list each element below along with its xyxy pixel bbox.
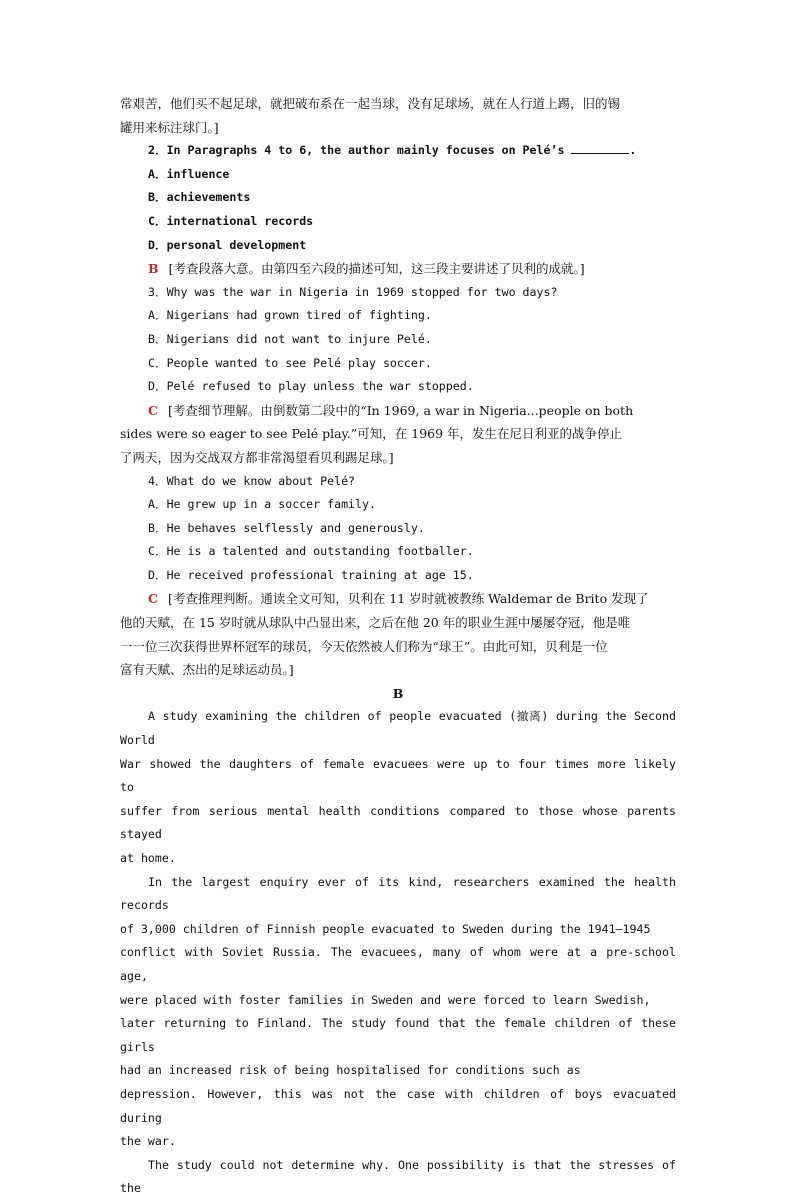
- q3-answer: C: [148, 402, 158, 418]
- para2-line-8: the war.: [120, 1134, 176, 1149]
- answer-blank: [571, 141, 629, 154]
- section-heading: B: [392, 685, 404, 701]
- question-2-text: 2．In Paragraphs 4 to 6, the author mainly focuses on Pelé’s: [148, 143, 572, 158]
- para2-line-7: depression. However, this was not the case with children of boys evacuated during: [120, 1086, 676, 1125]
- question-3-stem: 3．Why was the war in Nigeria in 1969 stopped for two days?: [148, 284, 558, 299]
- question-2-end: .: [629, 143, 637, 158]
- document-page: [120, 92, 676, 1201]
- q4-explanation-3: 一一位三次获得世界杯冠军的球员，今天依然被人们称为“球王”。由此可知，贝利是一位: [120, 638, 608, 654]
- q3-explanation-text-1: [考查细节理解。由倒数第二段中的“In 1969, a war in Nigeria...people on both: [167, 402, 634, 418]
- q4-explanation-text-1: [考查推理判断。通读全文可知，贝利在 11 岁时就被教练 Waldemar de Brito 发现了: [167, 591, 649, 607]
- q3-option-a: A．Nigerians had grown tired of fighting.: [148, 308, 432, 323]
- q3-explanation-1: [120, 399, 676, 423]
- question-2-stem: [120, 139, 676, 163]
- q3-option-d: D．Pelé refused to play unless the war stopped.: [148, 379, 474, 394]
- q4-explanation-1: [120, 587, 676, 611]
- para1-line-1: A study examining the children of people evacuated (撤离) during the Second World: [120, 709, 676, 748]
- q3-explanation-3: 了两天，因为交战双方都非常渴望看贝利踢足球。]: [120, 449, 394, 465]
- para2-line-6: had an increased risk of being hospitalised for conditions such as: [120, 1063, 581, 1078]
- para2-line-4: were placed with foster families in Sweden and were forced to learn Swedish,: [120, 992, 651, 1007]
- para1-line-4: at home.: [120, 851, 176, 865]
- question-4-stem: 4．What do we know about Pelé?: [148, 473, 356, 488]
- intro-line-1: 常艰苦，他们买不起足球，就把破布系在一起当球，没有足球场，就在人行道上踢，旧的锡: [120, 96, 621, 111]
- para2-line-5: later returning to Finland. The study found that the female children of these girls: [120, 1016, 676, 1054]
- intro-line-2: 罐用来标注球门。]: [120, 119, 219, 135]
- q4-explanation-2: 他的天赋，在 15 岁时就从球队中凸显出来，之后在他 20 年的职业生涯中屡屡夺冠，他是唯: [120, 615, 631, 631]
- q4-answer: C: [148, 591, 158, 607]
- q4-option-a: A．He grew up in a soccer family.: [148, 497, 376, 512]
- q2-answer: B: [148, 261, 159, 277]
- para1-line-3: suffer from serious mental health conditions compared to those whose parents stayed: [120, 803, 676, 842]
- para2-line-1: In the largest enquiry ever of its kind, researchers examined the health records: [120, 874, 676, 913]
- q4-option-d: D．He received professional training at age 15.: [148, 567, 474, 582]
- para3-line-1: The study could not determine why. One possibility is that the stresses of the: [120, 1157, 676, 1196]
- q4-explanation-4: 富有天赋、杰出的足球运动员。]: [120, 662, 294, 678]
- q2-option-c: C．international records: [148, 213, 314, 228]
- para1-line-2: War showed the daughters of female evacuees were up to four times more likely to: [120, 756, 676, 795]
- para2-line-3: conflict with Soviet Russia. The evacuees, many of whom were at a pre-school age,: [120, 945, 676, 983]
- q3-option-c: C．People wanted to see Pelé play soccer.: [148, 355, 432, 370]
- q4-option-b: B．He behaves selflessly and generously.: [148, 520, 425, 535]
- para2-line-2: of 3,000 children of Finnish people evacuated to Sweden during the 1941—1945: [120, 921, 651, 936]
- q4-option-c: C．He is a talented and outstanding footballer.: [148, 544, 474, 559]
- q2-option-b: B．achievements: [148, 190, 251, 205]
- q2-explanation: [120, 257, 676, 281]
- q2-option-d: D．personal development: [148, 237, 307, 252]
- q3-explanation-2: sides were so eager to see Pelé play.”可知，在 1969 年，发生在尼日利亚的战争停止: [120, 426, 623, 442]
- q2-explanation-text: [考查段落大意。由第四至六段的描述可知，这三段主要讲述了贝利的成就。]: [168, 261, 585, 277]
- q3-option-b: B．Nigerians did not want to injure Pelé.: [148, 331, 432, 346]
- q2-option-a: A．influence: [148, 166, 230, 181]
